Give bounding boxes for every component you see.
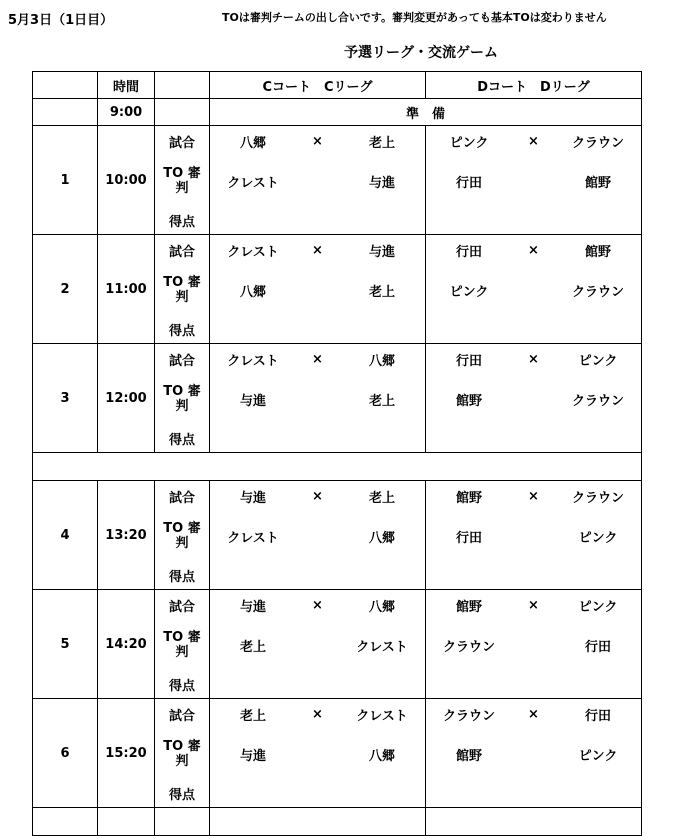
d-home-team: 行田 — [455, 353, 482, 369]
d-away-team: 行田 — [584, 708, 611, 724]
d-away-team: クラウン — [571, 135, 624, 151]
game-row — [33, 126, 642, 235]
game-row — [33, 699, 642, 808]
game-labels — [155, 344, 210, 453]
game-time: 11:00 — [98, 235, 155, 344]
score-label: 得点 — [168, 432, 195, 448]
label-header — [155, 72, 210, 99]
schedule-subtitle: 予選リーグ・交流ゲーム — [344, 45, 498, 61]
game-time: 14:20 — [98, 590, 155, 699]
c-to-team-2: 老上 — [368, 284, 395, 300]
c-court-game — [210, 590, 426, 699]
game-labels — [155, 235, 210, 344]
c-to-team-2: 与進 — [368, 175, 395, 191]
lunch-break-row — [33, 453, 642, 481]
game-row — [33, 344, 642, 453]
break-cell — [33, 453, 642, 481]
c-score — [210, 206, 296, 234]
game-labels — [155, 590, 210, 699]
d-court-game — [426, 126, 642, 235]
to-label-line1: TO 審 — [163, 384, 201, 399]
to-label — [155, 265, 209, 315]
d-away-team: 館野 — [584, 244, 611, 260]
to-label-line2: 判 — [175, 754, 189, 769]
match-label: 試合 — [168, 244, 195, 260]
score-label: 得点 — [168, 569, 195, 585]
c-to-team-2: 八郷 — [368, 748, 395, 764]
game-time: 15:20 — [98, 699, 155, 808]
d-court-game — [426, 344, 642, 453]
c-score — [210, 670, 296, 698]
match-label: 試合 — [168, 708, 195, 724]
d-to-team-2: ピンク — [578, 748, 618, 764]
d-court-game — [426, 481, 642, 590]
c-court-game — [210, 126, 426, 235]
d-to-team-1: クラウン — [442, 639, 495, 655]
no-header — [33, 72, 98, 99]
d-to-team-1: 行田 — [455, 530, 482, 546]
d-court-header: Dコート Dリーグ — [426, 72, 642, 99]
match-label: 試合 — [168, 490, 195, 506]
d-to-team-2: ピンク — [578, 530, 618, 546]
d-to-team-1: 館野 — [455, 393, 482, 409]
game-labels — [155, 699, 210, 808]
game-row — [33, 235, 642, 344]
d-score — [426, 779, 512, 807]
to-label-line2: 判 — [175, 399, 189, 414]
c-away-team: クレスト — [356, 708, 408, 724]
c-home-team: 八郷 — [239, 135, 266, 151]
d-court-game — [426, 699, 642, 808]
game-time: 10:00 — [98, 126, 155, 235]
c-to-team-2: クレスト — [356, 639, 408, 655]
d-score — [426, 424, 512, 452]
c-score — [210, 779, 296, 807]
c-home-team: 老上 — [239, 708, 266, 724]
vs-mark: × — [528, 351, 539, 367]
to-label-line2: 判 — [175, 645, 189, 660]
game-labels — [155, 126, 210, 235]
c-to-team-2: 八郷 — [368, 530, 395, 546]
d-to-team-1: 館野 — [455, 748, 482, 764]
vs-mark: × — [528, 133, 539, 149]
d-home-team: 行田 — [455, 244, 482, 260]
to-label — [155, 729, 209, 779]
d-away-team: ピンク — [578, 599, 618, 615]
c-away-team: 八郷 — [368, 353, 395, 369]
prep-time: 9:00 — [98, 99, 155, 126]
d-score — [426, 561, 512, 589]
d-to-team-2: 館野 — [584, 175, 611, 191]
vs-mark: × — [312, 133, 323, 149]
match-label: 試合 — [168, 353, 195, 369]
c-court-header: Cコート Cリーグ — [210, 72, 426, 99]
game-labels — [155, 481, 210, 590]
game-number: 3 — [33, 344, 98, 453]
header-row — [33, 72, 642, 99]
game-number: 5 — [33, 590, 98, 699]
c-to-team-1: クレスト — [227, 175, 279, 191]
match-label: 試合 — [168, 599, 195, 615]
to-label-line1: TO 審 — [163, 630, 201, 645]
c-score — [210, 561, 296, 589]
c-to-team-1: クレスト — [227, 530, 279, 546]
c-to-team-1: 与進 — [239, 748, 266, 764]
d-score — [426, 315, 512, 343]
time-header: 時間 — [98, 72, 155, 99]
to-label-line1: TO 審 — [163, 275, 201, 290]
vs-mark: × — [312, 488, 323, 504]
game-number: 6 — [33, 699, 98, 808]
score-label: 得点 — [168, 323, 195, 339]
score-label: 得点 — [168, 678, 195, 694]
d-to-team-2: 行田 — [584, 639, 611, 655]
to-label — [155, 620, 209, 670]
c-court-game — [210, 235, 426, 344]
d-to-team-1: 行田 — [455, 175, 482, 191]
vs-mark: × — [528, 706, 539, 722]
c-home-team: クレスト — [227, 244, 279, 260]
to-label — [155, 374, 209, 424]
to-label-line1: TO 審 — [163, 166, 201, 181]
c-to-team-2: 老上 — [368, 393, 395, 409]
prep-label: 準 備 — [210, 99, 642, 126]
to-label-line2: 判 — [175, 536, 189, 551]
prep-row — [33, 99, 642, 126]
to-label-line1: TO 審 — [163, 521, 201, 536]
vs-mark: × — [312, 351, 323, 367]
to-label-line2: 判 — [175, 181, 189, 196]
match-label: 試合 — [168, 135, 195, 151]
d-away-team: ピンク — [578, 353, 618, 369]
game-number: 2 — [33, 235, 98, 344]
vs-mark: × — [312, 242, 323, 258]
d-away-team: クラウン — [571, 490, 624, 506]
prep-no — [33, 99, 98, 126]
vs-mark: × — [528, 488, 539, 504]
d-to-team-2: クラウン — [571, 393, 624, 409]
d-home-team: クラウン — [442, 708, 495, 724]
c-home-team: 与進 — [239, 599, 266, 615]
vs-mark: × — [528, 242, 539, 258]
d-court-game — [426, 235, 642, 344]
c-court-game — [210, 344, 426, 453]
d-score — [426, 670, 512, 698]
c-away-team: 八郷 — [368, 599, 395, 615]
d-court-game — [426, 590, 642, 699]
to-label — [155, 511, 209, 561]
d-home-team: ピンク — [449, 135, 489, 151]
schedule-date: 5月3日（1日目） — [8, 13, 114, 28]
game-time: 13:20 — [98, 481, 155, 590]
game-number: 1 — [33, 126, 98, 235]
vs-mark: × — [312, 597, 323, 613]
game-row — [33, 590, 642, 699]
c-court-game — [210, 481, 426, 590]
c-away-team: 老上 — [368, 135, 395, 151]
to-label — [155, 156, 209, 206]
game-time: 12:00 — [98, 344, 155, 453]
c-away-team: 老上 — [368, 490, 395, 506]
c-home-team: 与進 — [239, 490, 266, 506]
game-number: 4 — [33, 481, 98, 590]
to-label-line2: 判 — [175, 290, 189, 305]
d-home-team: 館野 — [455, 490, 482, 506]
trailing-row — [33, 808, 642, 836]
to-note: TOは審判チームの出し合いです。審判変更があっても基本TOは変わりません — [222, 11, 607, 24]
d-score — [426, 206, 512, 234]
game-row — [33, 481, 642, 590]
vs-mark: × — [312, 706, 323, 722]
c-home-team: クレスト — [227, 353, 279, 369]
d-to-team-1: ピンク — [449, 284, 489, 300]
score-label: 得点 — [168, 214, 195, 230]
schedule-table — [32, 71, 642, 836]
vs-mark: × — [528, 597, 539, 613]
c-to-team-1: 老上 — [239, 639, 266, 655]
c-away-team: 与進 — [368, 244, 395, 260]
c-score — [210, 424, 296, 452]
d-to-team-2: クラウン — [571, 284, 624, 300]
prep-label-cell — [155, 99, 210, 126]
c-court-game — [210, 699, 426, 808]
score-label: 得点 — [168, 787, 195, 803]
c-to-team-1: 八郷 — [239, 284, 266, 300]
to-label-line1: TO 審 — [163, 739, 201, 754]
d-home-team: 館野 — [455, 599, 482, 615]
c-score — [210, 315, 296, 343]
c-to-team-1: 与進 — [239, 393, 266, 409]
